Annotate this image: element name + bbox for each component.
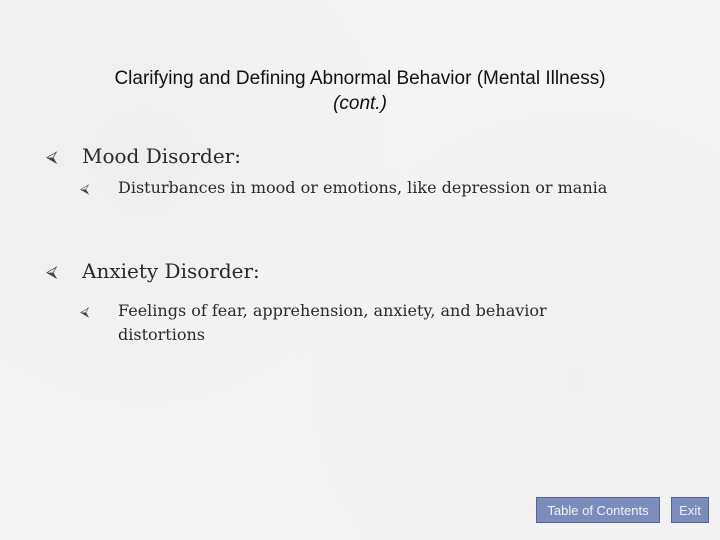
table-of-contents-label: Table of Contents: [547, 502, 649, 518]
sub-bullet-text: Disturbances in mood or emotions, like depression or mania: [118, 178, 608, 197]
bullet-label: Mood Disorder:: [82, 144, 241, 168]
arrow-bullet-icon: ⮘: [80, 182, 90, 197]
bullet-label: Anxiety Disorder:: [82, 259, 260, 283]
arrow-bullet-icon: ⮘: [46, 147, 58, 166]
exit-button[interactable]: [671, 497, 709, 523]
slide-title-line1: Clarifying and Defining Abnormal Behavior (Mental Illness): [114, 68, 606, 89]
exit-label: Exit: [679, 502, 701, 518]
slide-title: [40, 66, 680, 116]
arrow-bullet-icon: ⮘: [46, 262, 58, 281]
sub-bullet-text: Feelings of fear, apprehension, anxiety, and behavior distortions: [118, 301, 547, 344]
table-of-contents-button[interactable]: [536, 497, 660, 523]
arrow-bullet-icon: ⮘: [80, 305, 90, 320]
slide-title-line2: (cont.): [333, 93, 387, 114]
